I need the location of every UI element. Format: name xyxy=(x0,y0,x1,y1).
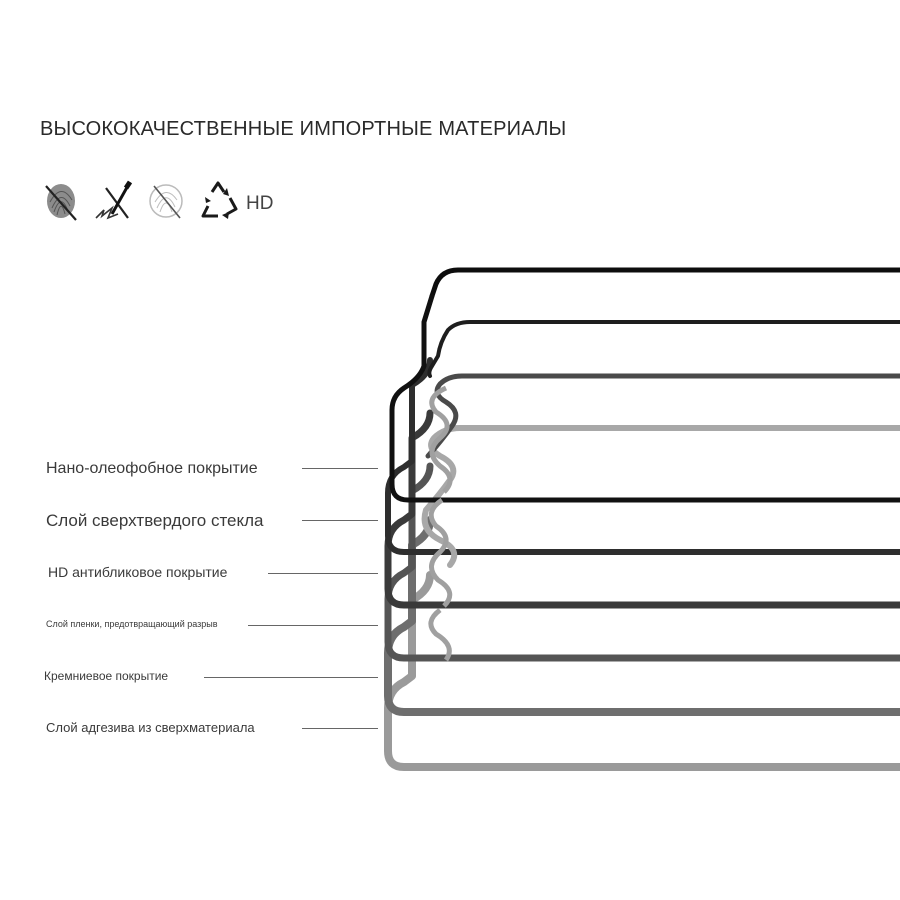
layer-frame-3 xyxy=(428,376,900,456)
layer-frame-8 xyxy=(388,520,900,712)
layer-frame-4 xyxy=(425,428,900,565)
layer-label-hard-glass: Слой сверхтвердого стекла xyxy=(46,511,264,530)
layer-label-nano-oleophobic: Нано-олеофобное покрытие xyxy=(46,460,258,477)
layer-leader-2 xyxy=(302,520,378,521)
page-title: ВЫСОКОКАЧЕСТВЕННЫЕ ИМПОРТНЫЕ МАТЕРИАЛЫ xyxy=(40,118,567,140)
layer-frame-wave-c xyxy=(431,610,449,660)
layer-frame-6 xyxy=(388,413,900,605)
layer-leader-4 xyxy=(248,625,378,626)
hd-icon: HD xyxy=(246,193,274,214)
layer-frame-1 xyxy=(432,270,900,296)
layer-label-adhesive: Слой адгезива из сверхматериала xyxy=(46,720,255,735)
layer-leader-3 xyxy=(268,573,378,574)
layer-label-silicone-coating: Кремниевое покрытие xyxy=(44,669,169,683)
layer-frame-outline xyxy=(392,296,900,500)
layer-leader-6 xyxy=(302,728,378,729)
layer-leader-1 xyxy=(302,468,378,469)
layer-leader-5 xyxy=(204,677,378,678)
layer-frame-5 xyxy=(388,360,900,552)
layer-label-hd-antiglare: HD антибликовое покрытие xyxy=(48,564,228,580)
layer-frame-7 xyxy=(388,466,900,658)
layer-label-anti-shatter-film: Слой пленки, предотвращающий разрыв xyxy=(46,619,218,629)
layer-frame-2 xyxy=(429,322,900,376)
